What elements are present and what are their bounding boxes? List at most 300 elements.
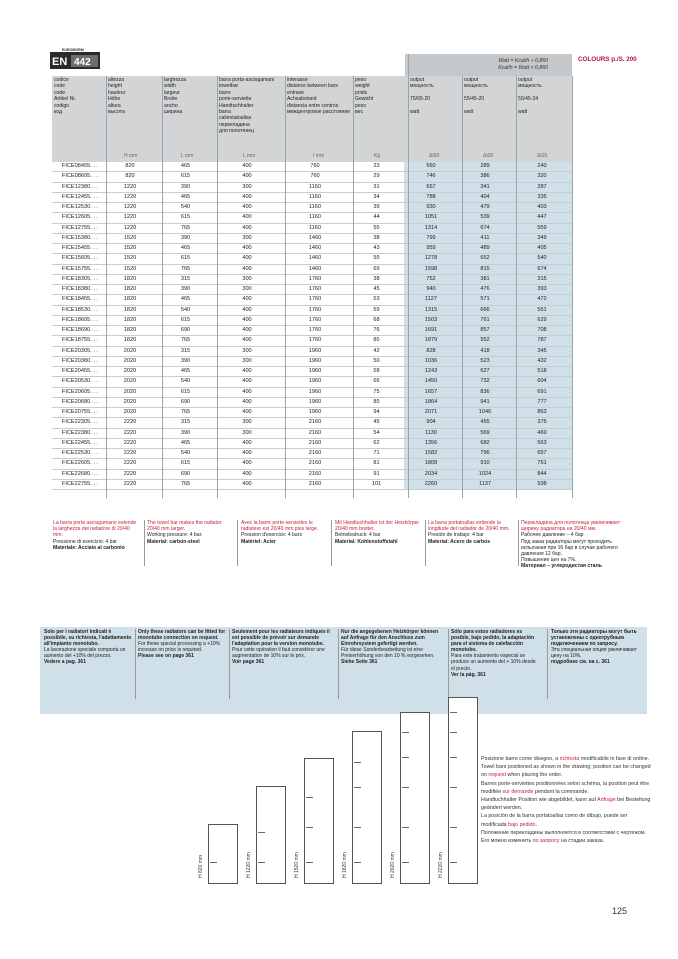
cell-value: 2220 xyxy=(102,418,158,428)
cell-value: 390 xyxy=(158,428,213,438)
cell-value: 54 xyxy=(349,428,404,438)
note-heading: Только эти радиаторы могут быть установлены с однотрубным подключением по запросу. xyxy=(551,629,637,648)
cell-value: 381 xyxy=(458,274,512,284)
cell-value: 708 xyxy=(512,326,572,336)
cell-value: 1820 xyxy=(102,315,158,325)
monotube-note xyxy=(341,629,443,666)
colours-reference[interactable] xyxy=(578,56,637,63)
header-line: для полотенец xyxy=(219,128,255,135)
position-text: . xyxy=(535,821,537,828)
position-text: Положение перекладины выполняется в соответствии с чертежом. Его можно изменить xyxy=(481,829,647,845)
cell-value: 657 xyxy=(512,449,572,459)
cell-value: 335 xyxy=(512,192,572,202)
header-line: ширина xyxy=(164,108,183,115)
cell-code: FICE12755. . . xyxy=(52,223,102,233)
cell-value: 300 xyxy=(213,356,281,366)
cell-value: 91 xyxy=(349,469,404,479)
cell-value: 615 xyxy=(158,172,213,182)
cell-value: 400 xyxy=(213,367,281,377)
formula-line-2: Kcal/h = Watt × 0,860 xyxy=(498,65,548,71)
cell-value: 55 xyxy=(349,223,404,233)
cell-value: 400 xyxy=(213,254,281,264)
conversion-formula-box xyxy=(405,54,572,76)
cell-value: 1460 xyxy=(281,244,349,254)
cell-value: 75 xyxy=(349,387,404,397)
cell-value: 761 xyxy=(458,315,512,325)
table-row xyxy=(52,346,572,356)
cell-value: 455 xyxy=(458,418,512,428)
colours-page: p./S. 200 xyxy=(611,56,637,63)
note-material: Материал – углеродистая сталь xyxy=(521,563,602,570)
cell-value: 476 xyxy=(458,285,512,295)
radiator-outline xyxy=(304,758,334,884)
cell-value: 1820 xyxy=(102,326,158,336)
cell-value: 777 xyxy=(512,397,572,407)
header-line: largeur xyxy=(164,89,180,96)
cell-code: FICE15455. . . xyxy=(52,244,102,254)
table-row xyxy=(52,285,572,295)
position-text: bei Bestellung geändert werden. xyxy=(481,797,651,812)
cell-value: 657 xyxy=(404,182,458,192)
cell-value: 85 xyxy=(349,397,404,407)
cell-code: FICE20305. . . xyxy=(52,346,102,356)
cell-value: 690 xyxy=(158,326,213,336)
position-text: на стадии заказа. xyxy=(559,838,605,845)
radiator-height-label: H 820 mm xyxy=(198,854,204,878)
cell-value: 404 xyxy=(458,192,512,202)
cell-value: 2020 xyxy=(102,397,158,407)
cell-value: 940 xyxy=(404,285,458,295)
cell-value: 34 xyxy=(349,192,404,202)
cell-value: 447 xyxy=(512,213,572,223)
cell-value: 101 xyxy=(349,479,404,489)
cell-value: 489 xyxy=(458,244,512,254)
header-line: 75/65-20 xyxy=(410,96,431,103)
header-line: 55/45-24 xyxy=(518,96,539,103)
cell-value: 300 xyxy=(213,274,281,284)
radiator-height-label: H 1520 mm xyxy=(294,852,300,878)
header-line: interasse xyxy=(287,77,308,83)
header-line: altezza xyxy=(108,77,125,83)
position-note-line xyxy=(481,829,651,845)
cell-code: FICE20605. . . xyxy=(52,387,102,397)
note-heading: Sólo para estos radiadores es posible, bajo pedido, la adaptación para el sistema de calefacción monotubo. xyxy=(451,629,535,654)
cell-value: 1314 xyxy=(404,223,458,233)
en442-logo xyxy=(50,47,100,69)
unit-height: H mm xyxy=(124,153,138,159)
cell-value: 71 xyxy=(349,449,404,459)
cell-value: 941 xyxy=(458,397,512,407)
header-line: мощность xyxy=(410,83,434,90)
header-line: watt xyxy=(464,108,474,115)
header-line: weight xyxy=(355,83,370,90)
cell-value: 1315 xyxy=(404,305,458,315)
cell-value: 732 xyxy=(458,377,512,387)
header-line: watt xyxy=(518,108,528,115)
cell-value: 400 xyxy=(213,397,281,407)
header-line: мощность xyxy=(518,83,542,90)
cell-value: 551 xyxy=(512,305,572,315)
radiator-height-label: H 2220 mm xyxy=(438,852,444,878)
cell-value: 400 xyxy=(213,336,281,346)
table-row xyxy=(52,254,572,264)
cell-value: 1820 xyxy=(102,305,158,315)
cell-value: 2220 xyxy=(102,428,158,438)
note-heading: Only these radiators can be fitted for monotube connection on request. xyxy=(138,629,226,642)
cell-value: 604 xyxy=(512,377,572,387)
header-line: barra porta-asciugamani xyxy=(219,77,275,83)
table-row xyxy=(52,367,572,377)
header-output-55-20 xyxy=(464,77,488,115)
table-row xyxy=(52,418,572,428)
cell-value: 55 xyxy=(349,254,404,264)
cell-code: FICE18305. . . xyxy=(52,274,102,284)
note-text: La barra portatoallas extiende la longitude del radiador de 20/40 mm. xyxy=(428,520,510,533)
cell-value: 315 xyxy=(158,346,213,356)
table-row xyxy=(52,387,572,397)
cell-value: 1657 xyxy=(404,387,458,397)
cell-value: 765 xyxy=(158,264,213,274)
cell-value: 539 xyxy=(458,213,512,223)
cell-value: 39 xyxy=(349,203,404,213)
header-line: мощность xyxy=(464,83,488,90)
cell-value: 765 xyxy=(158,408,213,418)
table-row xyxy=(52,295,572,305)
towel-bar-mark xyxy=(450,732,457,733)
note-separator xyxy=(338,629,339,699)
towel-bar-mark xyxy=(402,827,409,828)
logo-top-text: EUROMORM xyxy=(62,48,84,53)
towelbar-note xyxy=(428,520,514,545)
cell-value: 81 xyxy=(349,459,404,469)
page-number: 125 xyxy=(612,906,628,916)
cell-value: 752 xyxy=(404,274,458,284)
note-page-ref: Voir page 361 xyxy=(232,659,265,666)
table-row xyxy=(52,203,572,213)
cell-value: 85 xyxy=(349,336,404,346)
cell-value: 315 xyxy=(158,418,213,428)
cell-code: FICE18455. . . xyxy=(52,295,102,305)
note-separator xyxy=(448,629,449,699)
header-code xyxy=(54,77,76,115)
highlight-word: по запросу xyxy=(532,838,560,845)
cell-value: 765 xyxy=(158,336,213,346)
divider xyxy=(572,76,573,498)
cell-value: 1046 xyxy=(458,408,512,418)
table-row xyxy=(52,233,572,243)
cell-value: 629 xyxy=(512,315,572,325)
cell-value: 2020 xyxy=(102,377,158,387)
cell-value: 400 xyxy=(213,264,281,274)
table-row xyxy=(52,223,572,233)
cell-value: 29 xyxy=(349,172,404,182)
header-line: height xyxy=(108,83,122,90)
cell-code: FICE22680. . . xyxy=(52,469,102,479)
note-pressure: Working pressure: 4 bar. xyxy=(147,532,203,539)
cell-value: 1220 xyxy=(102,223,158,233)
highlight-word: request xyxy=(488,772,507,779)
cell-value: 300 xyxy=(213,428,281,438)
cell-value: 1160 xyxy=(281,192,349,202)
position-text: La posición de la barra portatoallas como de dibujo, puede ser modificada xyxy=(481,813,628,828)
cell-code: FICE18530. . . xyxy=(52,305,102,315)
cell-value: 863 xyxy=(512,408,572,418)
cell-value: 2160 xyxy=(281,428,349,438)
cell-value: 627 xyxy=(458,367,512,377)
radiator-height-label: H 1220 mm xyxy=(246,852,252,878)
cell-value: 1278 xyxy=(404,254,458,264)
towel-bar-mark xyxy=(354,862,361,863)
monotube-note xyxy=(138,629,226,659)
cell-value: 400 xyxy=(213,213,281,223)
cell-value: 615 xyxy=(158,315,213,325)
header-line: towelbar xyxy=(219,83,239,90)
divider xyxy=(285,76,286,498)
cell-code: FICE20455. . . xyxy=(52,367,102,377)
cell-value: 563 xyxy=(512,438,572,448)
cell-value: 1960 xyxy=(281,346,349,356)
note-heading: Nur die angegebenen Heizkörper können auf Anfrage für den Anschluss zum Einrohrsystem gefertigt werden. xyxy=(341,629,439,648)
towelbar-note xyxy=(335,520,421,545)
position-note-line xyxy=(481,763,651,779)
note-text: For these special processing a +10% increase on price is required. xyxy=(138,641,221,654)
cell-value: 400 xyxy=(213,387,281,397)
cell-value: 59 xyxy=(349,305,404,315)
unit-distance: I mm xyxy=(313,153,325,159)
towel-bar-mark xyxy=(354,787,361,788)
note-separator xyxy=(229,629,230,699)
cell-value: 1820 xyxy=(102,274,158,284)
cell-value: 1127 xyxy=(404,295,458,305)
radiator-outline xyxy=(400,712,430,884)
cell-value: 300 xyxy=(213,285,281,295)
towel-bar-mark xyxy=(450,757,457,758)
towelbar-note xyxy=(521,520,621,570)
cell-value: 418 xyxy=(458,346,512,356)
cell-value: 390 xyxy=(158,182,213,192)
table-row xyxy=(52,192,572,202)
table-row xyxy=(52,469,572,479)
divider xyxy=(353,76,354,498)
cell-value: 400 xyxy=(213,305,281,315)
cell-value: 240 xyxy=(512,162,572,172)
cell-value: 403 xyxy=(512,203,572,213)
header-line: entraxe xyxy=(287,89,304,96)
cell-value: 1808 xyxy=(404,459,458,469)
table-row xyxy=(52,213,572,223)
monotube-note xyxy=(551,629,639,666)
cell-value: 45 xyxy=(349,285,404,295)
note-pressure: Pression d'exercice: 4 bars xyxy=(241,532,302,539)
cell-value: 760 xyxy=(281,172,349,182)
cell-value: 799 xyxy=(404,233,458,243)
cell-value: 1051 xyxy=(404,213,458,223)
cell-value: 691 xyxy=(512,387,572,397)
cell-value: 569 xyxy=(458,428,512,438)
note-text: Перекладина для полотенца увеличивает ширину радиатора на 20/40 мм. xyxy=(521,520,621,533)
cell-value: 1220 xyxy=(102,213,158,223)
table-row xyxy=(52,264,572,274)
position-note-line xyxy=(481,755,651,763)
cell-value: 751 xyxy=(512,459,572,469)
note-separator xyxy=(425,520,426,566)
towelbar-note xyxy=(53,520,139,551)
radiator-height-label: H 2020 mm xyxy=(390,852,396,878)
cell-value: 300 xyxy=(213,182,281,192)
radiator-outline xyxy=(256,786,286,884)
header-output-75 xyxy=(410,77,434,115)
table-row xyxy=(52,305,572,315)
cell-value: 1520 xyxy=(102,244,158,254)
highlight-word: bajo pedido xyxy=(508,821,536,828)
header-line: Artikel Nr. xyxy=(54,96,77,103)
unit-width: L mm xyxy=(181,153,194,159)
cell-value: 1450 xyxy=(404,377,458,387)
cell-value: 94 xyxy=(349,408,404,418)
monotube-note xyxy=(44,629,132,666)
cell-value: 540 xyxy=(158,305,213,315)
header-line: code xyxy=(54,83,66,90)
header-line: codigo xyxy=(54,102,70,109)
towel-bar-mark xyxy=(450,862,457,863)
cell-value: 2160 xyxy=(281,459,349,469)
note-pressure: Presión de trabajo: 4 bar xyxy=(428,532,484,539)
towel-bar-mark xyxy=(450,827,457,828)
cell-code: FICE20530. . . xyxy=(52,377,102,387)
note-text: The towel bar makes the radiator 20/40 mm larger. xyxy=(147,520,222,533)
cell-value: 2220 xyxy=(102,449,158,459)
header-line: Gewicht xyxy=(355,96,374,103)
cell-code: FICE20680. . . xyxy=(52,397,102,407)
cell-value: 930 xyxy=(404,203,458,213)
cell-code: FICE22305. . . xyxy=(52,418,102,428)
table-row xyxy=(52,274,572,284)
cell-value: 1820 xyxy=(102,295,158,305)
cell-value: 1760 xyxy=(281,336,349,346)
cell-code: FICE20380. . . xyxy=(52,356,102,366)
cell-value: 400 xyxy=(213,192,281,202)
cell-value: 959 xyxy=(404,244,458,254)
cell-code: FICE18605. . . xyxy=(52,315,102,325)
note-separator xyxy=(135,629,136,699)
cell-value: 38 xyxy=(349,233,404,243)
cell-value: 828 xyxy=(404,346,458,356)
towel-bar-mark xyxy=(354,762,361,763)
cell-value: 287 xyxy=(512,182,572,192)
header-line: peso xyxy=(355,102,367,109)
table-row xyxy=(52,182,572,192)
cell-value: 518 xyxy=(512,367,572,377)
cell-value: 66 xyxy=(349,377,404,387)
note-text: Para este tratamiento especial se produce un aumento del + 10% desde el precio. xyxy=(451,653,536,672)
cell-value: 1220 xyxy=(102,192,158,202)
cell-value: 2160 xyxy=(281,438,349,448)
cell-value: 938 xyxy=(512,479,572,489)
header-line: output xyxy=(464,77,479,83)
cell-value: 400 xyxy=(213,469,281,479)
table-row xyxy=(52,459,572,469)
table-row xyxy=(52,377,572,387)
cell-value: 300 xyxy=(213,233,281,243)
cell-value: 400 xyxy=(213,315,281,325)
header-height xyxy=(108,77,125,115)
cell-value: 1503 xyxy=(404,315,458,325)
cell-code: FICE08605. . . xyxy=(52,172,102,182)
position-text: Barres porte-serviettes positionnées selon schéma, la position peut être modifiée xyxy=(481,780,650,795)
cell-value: 1520 xyxy=(102,254,158,264)
colours-label: COLOURS xyxy=(578,56,610,63)
note-page-ref: Please see on page 361 xyxy=(138,653,194,660)
cell-value: 465 xyxy=(158,162,213,172)
cell-value: 465 xyxy=(158,244,213,254)
note-separator xyxy=(547,629,548,699)
divider xyxy=(162,76,163,498)
cell-value: 904 xyxy=(404,418,458,428)
cell-code: FICE12530. . . xyxy=(52,203,102,213)
product-table xyxy=(52,162,572,490)
cell-value: 857 xyxy=(458,326,512,336)
cell-value: 690 xyxy=(158,397,213,407)
cell-value: 23 xyxy=(349,162,404,172)
cell-value: 788 xyxy=(404,192,458,202)
cell-value: 400 xyxy=(213,162,281,172)
cell-code: FICE12605. . . xyxy=(52,213,102,223)
radiator-height-label: H 1820 mm xyxy=(342,852,348,878)
note-text: Für diese Sonderbearbeitung ist eine Preiserhöhung von den 10 % vorgesehen. xyxy=(341,647,435,660)
cell-value: 31 xyxy=(349,182,404,192)
cell-value: 1243 xyxy=(404,367,458,377)
divider xyxy=(217,76,218,498)
note-pressure: Betriebsdruck: 4 bar xyxy=(335,532,381,539)
divider xyxy=(516,76,517,498)
cell-value: 1820 xyxy=(102,336,158,346)
cell-value: 50 xyxy=(349,356,404,366)
cell-value: 2020 xyxy=(102,346,158,356)
note-text: La lavorazione speciale comporta un aumento del +10% del prezzo. xyxy=(44,647,126,660)
cell-value: 615 xyxy=(158,387,213,397)
table-row xyxy=(52,408,572,418)
header-line: hauteur xyxy=(108,89,126,96)
cell-value: 1691 xyxy=(404,326,458,336)
cell-value: 2034 xyxy=(404,469,458,479)
cell-value: 1160 xyxy=(281,203,349,213)
cell-value: 1960 xyxy=(281,356,349,366)
cell-value: 815 xyxy=(458,264,512,274)
highlight-word: Anfrage xyxy=(597,797,616,804)
cell-value: 300 xyxy=(213,346,281,356)
cell-code: FICE12455. . . xyxy=(52,192,102,202)
cell-value: 746 xyxy=(404,172,458,182)
cell-value: 910 xyxy=(458,459,512,469)
table-row xyxy=(52,356,572,366)
monotube-note xyxy=(232,629,334,666)
cell-value: 1582 xyxy=(404,449,458,459)
cell-value: 400 xyxy=(213,438,281,448)
cell-value: 400 xyxy=(213,244,281,254)
cell-value: 1137 xyxy=(458,479,512,489)
cell-value: 400 xyxy=(213,377,281,387)
position-note-line xyxy=(481,812,651,828)
cell-code: FICE22455. . . xyxy=(52,438,102,448)
header-line: barra xyxy=(219,108,231,115)
cell-value: 1520 xyxy=(102,233,158,243)
header-towelbar xyxy=(219,77,274,135)
towel-bar-mark xyxy=(450,712,457,713)
header-line: ancho xyxy=(164,102,178,109)
cell-value: 2160 xyxy=(281,449,349,459)
header-output-55-24 xyxy=(518,77,542,115)
note-heading: Solo per i radiatori indicati è possibile, su richiesta, l'adattamento all'impianto monotubo. xyxy=(44,629,132,648)
